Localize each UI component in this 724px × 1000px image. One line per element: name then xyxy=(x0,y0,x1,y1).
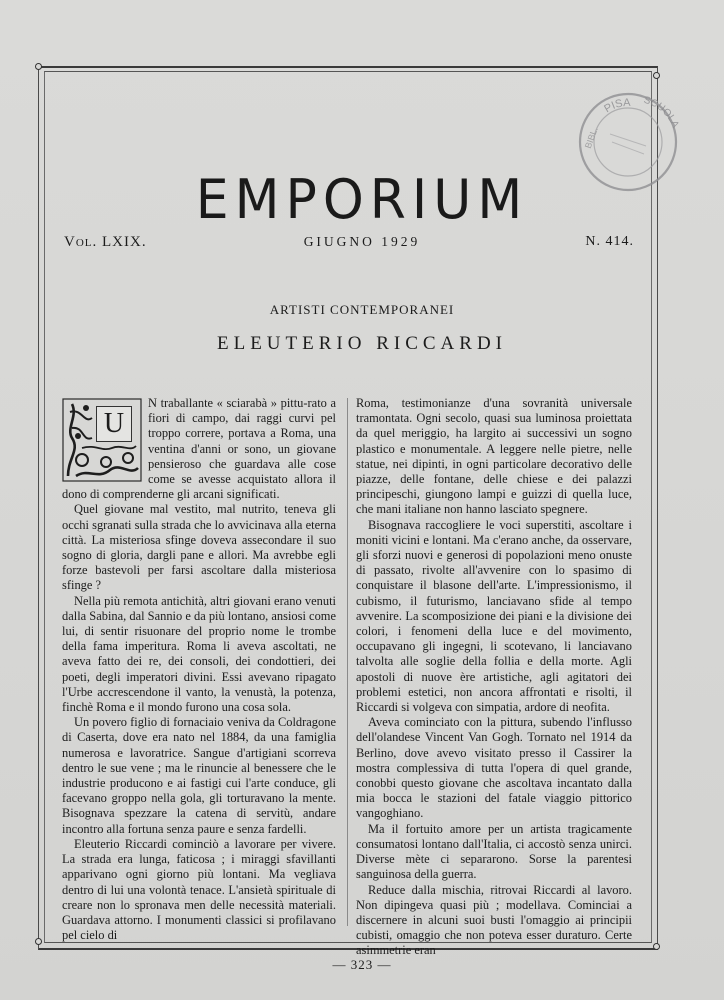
paragraph: Reduce dalla mischia, ritrovai Riccardi al lavoro. Non dipingeva quasi più ; modellava. Cominciai a discernere in alcuni suoi busti l'omaggio ai principii cubisti, omaggio che non poteva esser duraturo. Certe asimmetrie eran xyxy=(356,882,632,958)
paragraph: Aveva cominciato con la pittura, subendo l'influsso dell'olandese Vincent Van Gogh. Tornato nel 1914 da Berlino, dove avevo visitato presso il Cassirer la mostra complessiva di tutta l'opera di quel grande, conobbi questo giovane che ascoltava incantato dalla mia bocca le stazioni del fatale viaggio pittorico vangoghiano. xyxy=(356,715,632,821)
issue-number: N. 414. xyxy=(585,234,634,249)
frame-corner-ornament xyxy=(653,72,660,79)
svg-text:SCUOLA: SCUOLA xyxy=(642,94,681,130)
paragraph: N traballante « sciarabà » pittu-rato a fiori di campo, dai raggi curvi pel troppo correre, portava a Roma, una ventina d'anni or sono, un giovane pensieroso che guardava alle cose come se avesse acquistato allora il dono di comprenderne gli arcani significati. xyxy=(62,396,336,502)
volume-number: Vol. LXIX. xyxy=(64,234,147,250)
svg-text:BIBL.: BIBL. xyxy=(582,125,600,150)
paragraph: Nella più remota antichità, altri giovani erano venuti dalla Sabina, dal Sannio e da più lontano, ansiosi come lui, di sentir risuonare del proprio nome le trombe della fama imperitura. Roma li aveva ascoltati, ne aveva fatto dei re, dei consoli, dei condottieri, dei poeti, degli imperatori divini. Essi avevano ripagato l'Urbe accrescendone il vanto, la venustà, la potenza, finchè Roma e il mondo furono una cosa sola. xyxy=(62,593,336,715)
masthead-title: EMPORIUM xyxy=(195,168,529,232)
article-title: ELEUTERIO RICCARDI xyxy=(216,333,507,354)
ornamental-initial xyxy=(62,398,142,482)
frame-corner-ornament xyxy=(35,63,42,70)
paragraph: Roma, testimonianze d'una sovranità universale tramontata. Ogni secolo, quasi sua luminosa proiettata da quel meriggio, ha largito ai successivi un sogno plastico e monumentale. A leggere nelle pietre, nelle statue, nei dipinti, in ogni particolare decorativo delle piazze, delle fontane, delle chiese e dei palazzi principeschi, giungono lampi e guizzi di quella luce, che mani italiane non hanno lasciato spegnere. xyxy=(356,396,632,517)
section-heading: ARTISTI CONTEMPORANEI xyxy=(269,302,455,317)
drop-cap-letter: U xyxy=(96,406,132,442)
paragraph: Ma il fortuito amore per un artista tragicamente consumatosi lontano dall'Italia, ci accostò senza unirci. Diverse mète ci separarono. Sorse la parentesi sanguinosa della guerra. xyxy=(356,821,632,882)
text-column-left xyxy=(62,396,336,943)
issue-date: GIUGNO 1929 xyxy=(303,234,421,249)
paragraph: Bisognava raccogliere le voci superstiti, ascoltare i moniti vicini e lontani. Ma c'erano anche, da osservare, gli sforzi nuovi e generosi di popolazioni meno onuste di passato, rivolte all'avvenire con lo spasimo di conquistare il blasone dell'arte. L'impressionismo, il cubismo, il futurismo, lanciavano sfide al tempo avvenire. La scomposizione dei piani e la divisione dei colori, i fenomeni della luce e del movimento, occupavano gli ingegni, li scotevano, li lanciavano talvolta alle soglie della follia e della morte. Agli apostoli di nuove ère artistiche, agli agitatori dei problemi estetici, non ancora affrontati e risolti, il Riccardi si volgeva con simpatia, ardore di neofita. xyxy=(356,517,632,715)
frame-corner-ornament xyxy=(35,938,42,945)
text-column-right xyxy=(356,396,632,959)
page-number: — 323 — xyxy=(332,957,392,972)
frame-corner-ornament xyxy=(653,943,660,950)
paragraph: Eleuterio Riccardi cominciò a lavorare per vivere. La strada era lunga, faticosa ; i miraggi sfavillanti apparivano ogni giorno più lontani. Ma vegliava dentro di lui una volontà tenace. L'ansietà spirituale di creare non lo spronava men delle necessità materiali. Guardava attorno. I monumenti classici si profilavano pel cielo di xyxy=(62,836,336,943)
column-divider xyxy=(347,398,348,926)
svg-text:PISA: PISA xyxy=(602,96,631,116)
paragraph: Un povero figlio di fornaciaio veniva da Coldragone di Caserta, dove era nato nel 1884, da una famiglia numerosa e lavoratrice. Sangue d'artigiani scorreva dentro le sue vene ; ma le rinuncie al benessere che le industrie producono e ai fastigi cui l'arte conduce, gli facevano groppo nella gola, gli torturavano la mente. Bisognava spezzare la catena di servitù, andare incontro alla fortuna senza paure e senza fardelli. xyxy=(62,715,336,836)
paragraph: Quel giovane mal vestito, mal nutrito, teneva gli occhi sgranati sulla strada che lo avvicinava alla eterna città. La misteriosa sfinge doveva assecondare il suo sogno di gloria, dargli pane e allori. Ma avrebbe egli forze bastevoli per farsi ascoltare dalla misteriosa sfinge ? xyxy=(62,502,336,593)
